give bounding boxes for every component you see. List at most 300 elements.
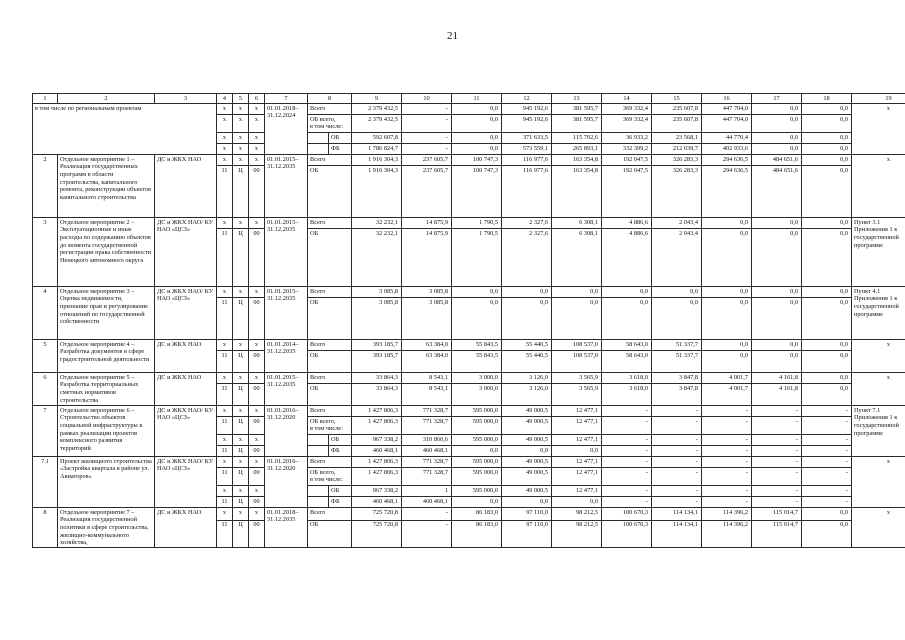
value-cell-col-13 bbox=[552, 384, 602, 406]
value-cell-col-12-text: 2 327,6 bbox=[529, 218, 548, 226]
header-col-7-text: 7 bbox=[284, 94, 288, 102]
value-cell-col-11 bbox=[452, 218, 502, 229]
source-cell-text: Всего bbox=[310, 340, 326, 348]
value-cell-col-9-text: 592 607,8 bbox=[372, 133, 398, 141]
value-cell-col-14-text: 58 643,0 bbox=[625, 340, 648, 348]
code-cell-text: x bbox=[238, 104, 243, 112]
source-sub-cell-text: ФБ bbox=[331, 144, 340, 152]
value-cell-col-15-text: - bbox=[695, 406, 698, 414]
value-cell-col-14 bbox=[602, 446, 652, 457]
value-cell-col-14 bbox=[602, 351, 652, 373]
table-row bbox=[33, 508, 905, 521]
value-cell-col-18 bbox=[802, 417, 852, 435]
value-cell-col-10 bbox=[402, 351, 452, 373]
value-cell-col-17 bbox=[752, 104, 802, 115]
value-cell-col-17 bbox=[752, 446, 802, 457]
value-cell-col-17-text: 0,0 bbox=[790, 144, 798, 152]
source-cell-text: ОБ bbox=[310, 521, 319, 529]
code-cell bbox=[233, 457, 249, 468]
value-cell-col-14-text: 369 332,4 bbox=[622, 104, 648, 112]
value-cell-col-15 bbox=[652, 115, 702, 133]
value-cell-col-15 bbox=[652, 298, 702, 340]
table-row bbox=[33, 287, 905, 298]
value-cell-col-16 bbox=[702, 351, 752, 373]
value-cell-col-12-text: 49 000,5 bbox=[525, 486, 548, 494]
source-cell bbox=[308, 115, 352, 133]
value-cell-col-16-text: - bbox=[745, 435, 748, 443]
value-cell-col-15-text: 0,0 bbox=[690, 287, 698, 295]
value-cell-col-12-text: 0,0 bbox=[540, 298, 548, 306]
value-cell-col-9-text: 460 468,1 bbox=[372, 497, 398, 505]
code-cell-text: x bbox=[254, 508, 259, 516]
value-cell-col-10-text: 460 468,1 bbox=[422, 497, 448, 505]
value-cell-col-11 bbox=[452, 417, 502, 435]
header-col-19-text: 19 bbox=[885, 94, 892, 102]
row-number-cell-text: 4 bbox=[43, 287, 47, 295]
code-cell bbox=[233, 229, 249, 287]
source-sub-cell-text: ОБ bbox=[331, 435, 340, 443]
code-cell bbox=[233, 115, 249, 133]
source-cell bbox=[308, 486, 329, 497]
value-cell-col-18 bbox=[802, 229, 852, 287]
code-cell bbox=[233, 446, 249, 457]
row-number-cell bbox=[33, 457, 58, 508]
value-cell-col-12 bbox=[502, 417, 552, 435]
header-col-6 bbox=[249, 94, 265, 104]
code-cell-text: 00 bbox=[253, 417, 260, 425]
value-cell-col-11-text: 3 000,0 bbox=[479, 384, 498, 392]
value-cell-col-17-text: 484 651,6 bbox=[772, 155, 798, 163]
value-cell-col-17-text: 0,0 bbox=[790, 218, 798, 226]
value-cell-col-12-text: 49 000,5 bbox=[525, 468, 548, 476]
code-cell-text: x bbox=[254, 486, 259, 494]
value-cell-col-12-text: 3 126,0 bbox=[529, 373, 548, 381]
value-cell-col-11 bbox=[452, 497, 502, 508]
value-cell-col-11 bbox=[452, 155, 502, 166]
value-cell-col-9 bbox=[352, 115, 402, 133]
code-cell bbox=[249, 298, 265, 340]
value-cell-col-13 bbox=[552, 287, 602, 298]
period-cell bbox=[265, 457, 308, 508]
value-cell-col-18-text: 0,0 bbox=[840, 373, 848, 381]
value-cell-col-11-text: 595 000,0 bbox=[472, 435, 498, 443]
row-name-cell bbox=[58, 155, 155, 218]
code-cell bbox=[249, 133, 265, 144]
value-cell-col-13-text: 115 702,6 bbox=[573, 133, 598, 141]
code-cell bbox=[217, 155, 233, 166]
value-cell-col-17-text: 4 161,8 bbox=[779, 373, 798, 381]
code-cell-text: x bbox=[254, 340, 259, 348]
value-cell-col-17 bbox=[752, 486, 802, 497]
value-cell-col-10 bbox=[402, 155, 452, 166]
value-cell-col-15-text: 0,0 bbox=[690, 298, 698, 306]
period-cell-text: 31.12.2035 bbox=[267, 381, 296, 389]
note-cell bbox=[852, 287, 905, 340]
code-cell-text: 11 bbox=[221, 166, 228, 174]
code-cell-text: x bbox=[254, 155, 259, 163]
value-cell-col-13 bbox=[552, 373, 602, 384]
table-row bbox=[33, 406, 905, 417]
value-cell-col-17-text: - bbox=[795, 406, 798, 414]
value-cell-col-16 bbox=[702, 298, 752, 340]
value-cell-col-16 bbox=[702, 340, 752, 351]
page-number: 21 bbox=[447, 30, 458, 42]
value-cell-col-10 bbox=[402, 287, 452, 298]
value-cell-col-9 bbox=[352, 520, 402, 548]
code-cell bbox=[233, 468, 249, 486]
row-name-cell bbox=[58, 457, 155, 508]
value-cell-col-13-text: 6 308,1 bbox=[579, 229, 598, 237]
note-cell-text: Приложения 1 к государственной программе bbox=[854, 226, 899, 249]
value-cell-col-17-text: 115 014,7 bbox=[773, 521, 798, 529]
value-cell-col-17 bbox=[752, 287, 802, 298]
row-executor-cell bbox=[155, 218, 217, 287]
code-cell-text: x bbox=[254, 373, 259, 381]
row-executor-cell-text: ДС и ЖКХ НАО bbox=[157, 155, 202, 163]
column-number-header-row bbox=[33, 94, 905, 104]
note-cell bbox=[852, 218, 905, 287]
value-cell-col-11 bbox=[452, 486, 502, 497]
period-cell-text: 31.12.2035 bbox=[267, 348, 296, 356]
value-cell-col-15 bbox=[652, 486, 702, 497]
row-name-cell bbox=[58, 373, 155, 406]
code-cell-text: x bbox=[238, 373, 243, 381]
period-cell-text: 31.12.2035 bbox=[267, 163, 296, 171]
value-cell-col-14 bbox=[602, 508, 652, 521]
note-cell-text: Пункт 7.1 bbox=[854, 406, 881, 414]
source-cell-text: Всего bbox=[310, 406, 326, 414]
code-cell-text: x bbox=[222, 486, 227, 494]
value-cell-col-11 bbox=[452, 287, 502, 298]
note-cell bbox=[852, 104, 905, 155]
code-cell bbox=[233, 144, 249, 155]
header-col-15-text: 15 bbox=[673, 94, 680, 102]
value-cell-col-18-text: 0,0 bbox=[840, 115, 848, 123]
code-cell bbox=[249, 417, 265, 435]
value-cell-col-14 bbox=[602, 435, 652, 446]
value-cell-col-18 bbox=[802, 486, 852, 497]
code-cell bbox=[233, 155, 249, 166]
value-cell-col-13-text: 108 537,0 bbox=[572, 351, 598, 359]
code-cell-text: 00 bbox=[253, 446, 260, 454]
value-cell-col-9-text: 967 338,2 bbox=[372, 435, 398, 443]
value-cell-col-17 bbox=[752, 229, 802, 287]
value-cell-col-13 bbox=[552, 351, 602, 373]
table-row bbox=[33, 218, 905, 229]
period-cell-text: 01.01.2015– bbox=[267, 373, 299, 381]
value-cell-col-11-text: 3 000,0 bbox=[479, 373, 498, 381]
value-cell-col-10-text: 771 328,7 bbox=[422, 417, 448, 425]
value-cell-col-11-text: 0,0 bbox=[490, 115, 498, 123]
header-col-4 bbox=[217, 94, 233, 104]
value-cell-col-18-text: 0,0 bbox=[840, 287, 848, 295]
value-cell-col-15-text: - bbox=[695, 468, 698, 476]
value-cell-col-17-text: - bbox=[795, 486, 798, 494]
value-cell-col-16-text: - bbox=[745, 417, 748, 425]
value-cell-col-16 bbox=[702, 155, 752, 166]
value-cell-col-10 bbox=[402, 144, 452, 155]
value-cell-col-14 bbox=[602, 497, 652, 508]
value-cell-col-10 bbox=[402, 166, 452, 218]
value-cell-col-16 bbox=[702, 435, 752, 446]
period-cell-text: 01.01.2018– bbox=[267, 508, 299, 516]
value-cell-col-14-text: - bbox=[645, 497, 648, 505]
header-col-5 bbox=[233, 94, 249, 104]
value-cell-col-16-text: 4 001,7 bbox=[729, 384, 748, 392]
value-cell-col-16 bbox=[702, 104, 752, 115]
value-cell-col-15 bbox=[652, 340, 702, 351]
value-cell-col-12-text: 945 192,6 bbox=[522, 115, 548, 123]
source-sub-cell-text: ОБ bbox=[331, 133, 340, 141]
code-cell bbox=[249, 406, 265, 417]
value-cell-col-10 bbox=[402, 417, 452, 435]
value-cell-col-11-text: 0,0 bbox=[490, 298, 498, 306]
value-cell-col-13 bbox=[552, 406, 602, 417]
value-cell-col-16-text: 0,0 bbox=[740, 287, 748, 295]
value-cell-col-16-text: - bbox=[745, 486, 748, 494]
header-col-2-text: 2 bbox=[104, 94, 108, 102]
value-cell-col-16 bbox=[702, 133, 752, 144]
value-cell-col-14 bbox=[602, 104, 652, 115]
value-cell-col-17 bbox=[752, 417, 802, 435]
value-cell-col-9-text: 393 185,7 bbox=[372, 351, 398, 359]
value-cell-col-9-text: 725 720,8 bbox=[372, 521, 398, 529]
code-cell bbox=[217, 166, 233, 218]
value-cell-col-18-text: 0,0 bbox=[840, 133, 848, 141]
value-cell-col-17-text: 0,0 bbox=[790, 340, 798, 348]
source-cell-text: Всего bbox=[310, 457, 326, 465]
value-cell-col-16 bbox=[702, 486, 752, 497]
value-cell-col-13 bbox=[552, 435, 602, 446]
row-name-cell-text: Отдельное мероприятие 6 – Строительство объектов социальной инфраструктуры в рамках реализации проектов комплексного развития территорий bbox=[60, 406, 143, 452]
value-cell-col-10-text: - bbox=[445, 133, 448, 141]
source-cell bbox=[308, 340, 352, 351]
value-cell-col-11 bbox=[452, 508, 502, 521]
value-cell-col-15 bbox=[652, 417, 702, 435]
code-cell-text: x bbox=[254, 406, 259, 414]
value-cell-col-16 bbox=[702, 520, 752, 548]
code-cell bbox=[233, 166, 249, 218]
value-cell-col-11-text: 595 000,0 bbox=[472, 486, 498, 494]
header-col-3 bbox=[155, 94, 217, 104]
value-cell-col-10-text: 63 384,0 bbox=[425, 340, 448, 348]
row-executor-cell-text: ДС и ЖКХ НАО bbox=[157, 508, 202, 516]
value-cell-col-18 bbox=[802, 144, 852, 155]
value-cell-col-14 bbox=[602, 298, 652, 340]
value-cell-col-14 bbox=[602, 384, 652, 406]
code-cell bbox=[217, 133, 233, 144]
value-cell-col-16-text: - bbox=[745, 406, 748, 414]
value-cell-col-15 bbox=[652, 351, 702, 373]
value-cell-col-11 bbox=[452, 166, 502, 218]
header-col-18 bbox=[802, 94, 852, 104]
code-cell bbox=[249, 144, 265, 155]
value-cell-col-11 bbox=[452, 384, 502, 406]
code-cell bbox=[217, 457, 233, 468]
value-cell-col-12 bbox=[502, 468, 552, 486]
header-col-6-text: 6 bbox=[254, 94, 259, 102]
value-cell-col-14-text: - bbox=[645, 468, 648, 476]
value-cell-col-18-text: - bbox=[845, 457, 848, 465]
value-cell-col-11 bbox=[452, 229, 502, 287]
row-number-cell-text: 3 bbox=[43, 218, 47, 226]
row-executor-cell-text: ДС и ЖКХ НАО/ КУ НАО «ЦСЗ» bbox=[157, 457, 214, 473]
header-col-18-text: 18 bbox=[823, 94, 830, 102]
value-cell-col-10-text: 3 085,8 bbox=[429, 298, 448, 306]
value-cell-col-16 bbox=[702, 508, 752, 521]
source-sub-cell-text: ФБ bbox=[331, 446, 340, 454]
value-cell-col-14-text: 100 670,3 bbox=[622, 508, 648, 516]
value-cell-col-18 bbox=[802, 406, 852, 417]
row-executor-cell-text: ДС и ЖКХ НАО bbox=[157, 373, 202, 381]
period-cell-text: 01.01.2016– bbox=[267, 457, 299, 465]
row-executor-cell-text: ДС и ЖКХ НАО/ КУ НАО «ЦСЗ» bbox=[157, 218, 214, 234]
value-cell-col-14-text: - bbox=[645, 406, 648, 414]
value-cell-col-14 bbox=[602, 287, 652, 298]
source-cell bbox=[308, 468, 352, 486]
code-cell-text: Ц bbox=[238, 298, 243, 306]
source-cell bbox=[308, 166, 352, 218]
value-cell-col-11-text: 595 000,0 bbox=[472, 417, 498, 425]
value-cell-col-13 bbox=[552, 486, 602, 497]
value-cell-col-18-text: 0,0 bbox=[840, 218, 848, 226]
value-cell-col-15-text: - bbox=[695, 457, 698, 465]
value-cell-col-16-text: 294 636,5 bbox=[722, 155, 748, 163]
value-cell-col-11 bbox=[452, 468, 502, 486]
value-cell-col-14-text: 0,0 bbox=[640, 298, 648, 306]
source-cell bbox=[308, 104, 352, 115]
value-cell-col-13-text: 381 595,7 bbox=[572, 115, 598, 123]
code-cell-text: x bbox=[238, 457, 243, 465]
table-row bbox=[33, 155, 905, 166]
value-cell-col-16-text: 4 001,7 bbox=[729, 373, 748, 381]
value-cell-col-13-text: 381 595,7 bbox=[572, 104, 598, 112]
value-cell-col-10-text: - bbox=[445, 144, 448, 152]
value-cell-col-14-text: 100 670,3 bbox=[622, 521, 648, 529]
value-cell-col-18 bbox=[802, 351, 852, 373]
period-cell bbox=[265, 218, 308, 287]
code-cell bbox=[249, 351, 265, 373]
row-number-cell-text: 2 bbox=[43, 155, 47, 163]
code-cell bbox=[233, 298, 249, 340]
value-cell-col-12 bbox=[502, 435, 552, 446]
value-cell-col-16-text: 114 396,2 bbox=[723, 508, 748, 516]
value-cell-col-18 bbox=[802, 166, 852, 218]
value-cell-col-18-text: - bbox=[845, 486, 848, 494]
code-cell bbox=[217, 218, 233, 229]
value-cell-col-18-text: - bbox=[845, 497, 848, 505]
header-col-5-text: 5 bbox=[238, 94, 243, 102]
value-cell-col-12-text: 945 192,6 bbox=[522, 104, 548, 112]
source-cell-text: ОБ всего, bbox=[310, 417, 336, 425]
code-cell-text: x bbox=[222, 133, 227, 141]
value-cell-col-14 bbox=[602, 406, 652, 417]
value-cell-col-10-text: - bbox=[445, 508, 448, 516]
value-cell-col-15-text: 23 568,1 bbox=[675, 133, 698, 141]
value-cell-col-13-text: 98 212,5 bbox=[575, 508, 598, 516]
value-cell-col-12-text: 0,0 bbox=[540, 446, 548, 454]
header-col-12 bbox=[502, 94, 552, 104]
value-cell-col-17-text: 0,0 bbox=[790, 287, 798, 295]
value-cell-col-18 bbox=[802, 520, 852, 548]
source-cell bbox=[308, 351, 352, 373]
row-executor-cell bbox=[155, 287, 217, 340]
value-cell-col-13-text: 265 893,1 bbox=[572, 144, 598, 152]
source-cell-text: Всего bbox=[310, 218, 326, 226]
value-cell-col-13-text: 12 477,1 bbox=[575, 406, 598, 414]
value-cell-col-18 bbox=[802, 508, 852, 521]
value-cell-col-14 bbox=[602, 218, 652, 229]
value-cell-col-9-text: 33 864,3 bbox=[375, 384, 398, 392]
value-cell-col-13 bbox=[552, 115, 602, 133]
source-cell-text: ОБ всего, bbox=[310, 115, 336, 123]
value-cell-col-14-text: 192 047,5 bbox=[622, 155, 648, 163]
value-cell-col-15-text: - bbox=[695, 417, 698, 425]
code-cell bbox=[249, 340, 265, 351]
value-cell-col-17 bbox=[752, 351, 802, 373]
value-cell-col-11 bbox=[452, 457, 502, 468]
source-cell-text: ОБ всего, bbox=[310, 468, 336, 476]
value-cell-col-9-text: 1 427 806,3 bbox=[368, 457, 398, 465]
row-name-cell bbox=[33, 104, 217, 155]
header-col-9-text: 9 bbox=[374, 94, 379, 102]
period-cell-text: 01.01.2014– bbox=[267, 340, 299, 348]
row-number-cell bbox=[33, 340, 58, 373]
source-cell-text: ОБ bbox=[310, 351, 319, 359]
value-cell-col-14 bbox=[602, 457, 652, 468]
code-cell bbox=[249, 435, 265, 446]
source-cell-text: Всего bbox=[310, 104, 326, 112]
code-cell-text: x bbox=[238, 287, 243, 295]
value-cell-col-10-text: 3 085,8 bbox=[429, 287, 448, 295]
code-cell bbox=[233, 104, 249, 115]
value-cell-col-11-text: 55 843,5 bbox=[475, 351, 498, 359]
value-cell-col-9 bbox=[352, 218, 402, 229]
code-cell-text: x bbox=[222, 115, 227, 123]
header-col-3-text: 3 bbox=[183, 94, 188, 102]
value-cell-col-16 bbox=[702, 446, 752, 457]
source-cell bbox=[308, 446, 329, 457]
row-name-cell-text: Проект жилищного строительства «Застройка квартала в районе ул. Авиаторов» bbox=[60, 457, 152, 480]
value-cell-col-10 bbox=[402, 104, 452, 115]
value-cell-col-16-text: 0,0 bbox=[740, 298, 748, 306]
code-cell-text: x bbox=[222, 218, 227, 226]
code-cell-text: x bbox=[254, 457, 259, 465]
value-cell-col-13 bbox=[552, 104, 602, 115]
value-cell-col-9-text: 460 468,1 bbox=[372, 446, 398, 454]
code-cell-text: 00 bbox=[253, 351, 260, 359]
value-cell-col-14-text: 332 399,2 bbox=[622, 144, 648, 152]
row-executor-cell bbox=[155, 406, 217, 457]
value-cell-col-10-text: 771 328,7 bbox=[422, 457, 448, 465]
value-cell-col-15-text: 51 337,7 bbox=[675, 351, 698, 359]
value-cell-col-13 bbox=[552, 133, 602, 144]
code-cell-text: 11 bbox=[221, 446, 228, 454]
value-cell-col-10-text: 63 384,0 bbox=[425, 351, 448, 359]
code-cell-text: x bbox=[254, 133, 259, 141]
value-cell-col-13-text: 3 565,9 bbox=[579, 373, 598, 381]
code-cell-text: Ц bbox=[238, 468, 243, 476]
value-cell-col-18 bbox=[802, 340, 852, 351]
value-cell-col-15 bbox=[652, 144, 702, 155]
value-cell-col-17 bbox=[752, 508, 802, 521]
table-row bbox=[33, 457, 905, 468]
row-executor-cell-text: ДС и ЖКХ НАО bbox=[157, 340, 202, 348]
value-cell-col-14 bbox=[602, 115, 652, 133]
header-col-1 bbox=[33, 94, 58, 104]
header-col-7 bbox=[265, 94, 308, 104]
value-cell-col-14 bbox=[602, 373, 652, 384]
